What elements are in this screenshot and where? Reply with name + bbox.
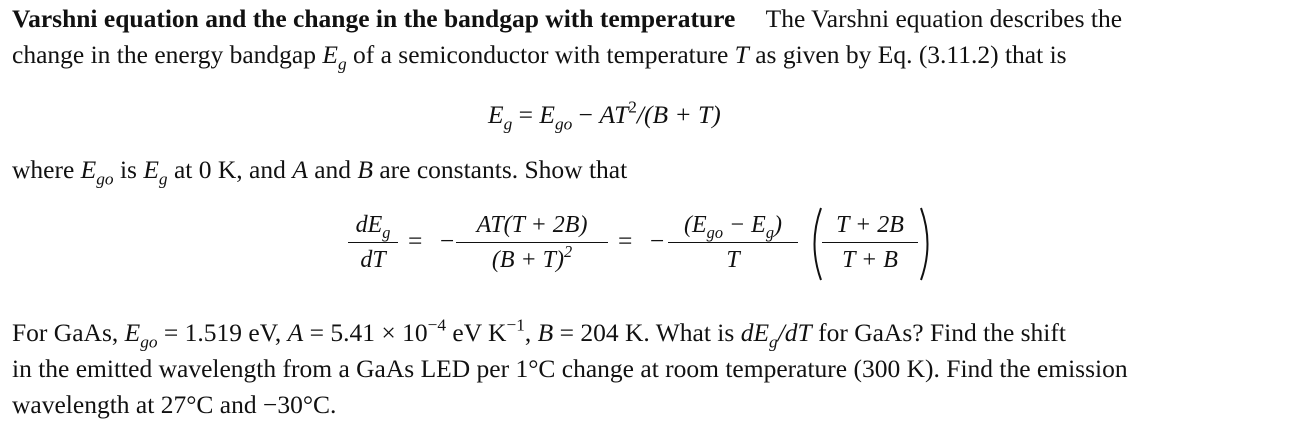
- frac2-den: [456, 243, 608, 274]
- frac3-sub2: g: [765, 223, 774, 243]
- symbol-E: E: [322, 40, 338, 69]
- q-E: E: [124, 318, 141, 347]
- fraction-T-2B: [822, 212, 918, 274]
- where-A: A: [292, 155, 308, 184]
- q-dE: dE: [740, 318, 770, 347]
- eq1-lhs-sub: g: [503, 114, 513, 134]
- q-l1a: For GaAs,: [12, 318, 125, 347]
- eq2-equals-2: =: [618, 226, 633, 255]
- frac4-num: T + 2B: [822, 212, 918, 243]
- intro-text-2b: of a semiconductor with temperature: [346, 40, 735, 69]
- eq1-power: 2: [628, 97, 637, 117]
- frac1-sub: g: [382, 223, 391, 243]
- where-E2: E: [143, 155, 159, 184]
- frac3-sub1: go: [706, 223, 723, 243]
- right-parenthesis: [918, 206, 936, 282]
- q-A: A: [287, 318, 304, 347]
- where-sub1: go: [96, 169, 114, 189]
- question-line-1: [12, 315, 1066, 352]
- q-l1d: eV K: [446, 318, 507, 347]
- eq1-rhs-E: E: [539, 100, 555, 129]
- where-sub2: g: [158, 169, 168, 189]
- q-l1c: = 5.41 × 10: [303, 318, 428, 347]
- frac1-dE: dE: [355, 212, 383, 238]
- where-t3: at 0 K, and: [167, 155, 293, 184]
- frac1-num: [348, 212, 398, 243]
- varshni-equation: [488, 97, 721, 134]
- question-line-2: in the emitted wavelength from a GaAs LED per 1°C change at room temperature (300 K). Find the emission: [12, 354, 1128, 383]
- question-line-3: wavelength at 27°C and −30°C.: [12, 390, 337, 419]
- eq1-AT: AT: [599, 100, 629, 129]
- eq1-lhs-E: E: [488, 100, 504, 129]
- eq1-rhs-sub: go: [554, 114, 573, 134]
- where-E1: E: [80, 155, 97, 184]
- frac2-den-pow: 2: [564, 241, 573, 261]
- eq2-minus-1: −: [440, 226, 455, 255]
- q-sub2: g: [769, 332, 778, 352]
- eq2-equals-1: =: [408, 226, 423, 255]
- q-exp2: −1: [506, 315, 525, 335]
- frac3-a: (E: [684, 212, 707, 238]
- fraction-Ego-Eg: [668, 212, 798, 274]
- eq1-equals: =: [512, 100, 540, 129]
- intro-text-2c: as given by Eq. (3.11.2) that is: [748, 40, 1067, 69]
- intro-text-2a: change in the energy bandgap: [12, 40, 323, 69]
- where-t1: where: [12, 155, 81, 184]
- intro-line-2: [12, 40, 1067, 74]
- where-B: B: [357, 155, 373, 184]
- frac3-den: T: [726, 247, 740, 273]
- eq2-minus-2: −: [650, 226, 665, 255]
- where-line: [12, 155, 628, 189]
- frac2-den-base: (B + T): [491, 247, 565, 273]
- intro-text-1: The Varshni equation describes the: [765, 4, 1123, 33]
- frac3-num: [668, 212, 798, 243]
- fraction-dEg-dT: [348, 212, 398, 274]
- frac3-c: ): [773, 212, 782, 238]
- q-l1e: ,: [524, 318, 538, 347]
- where-t5: are constants. Show that: [372, 155, 628, 184]
- q-l1f: = 204 K. What is: [553, 318, 741, 347]
- frac4-den: T + B: [842, 247, 898, 273]
- q-dT: /dT: [777, 318, 812, 347]
- q-B: B: [537, 318, 554, 347]
- problem-title: Varshni equation and the change in the bandgap with temperature: [12, 4, 736, 33]
- intro-line-1: [12, 4, 1122, 34]
- subscript-g: g: [337, 54, 347, 74]
- where-t2: is: [113, 155, 144, 184]
- q-l1b: = 1.519 eV,: [157, 318, 288, 347]
- q-sub: go: [140, 332, 158, 352]
- symbol-T: T: [734, 40, 749, 69]
- frac3-b: − E: [722, 212, 766, 238]
- eq1-rest: /(B + T): [636, 100, 721, 129]
- eq1-minus: −: [572, 100, 600, 129]
- q-l1g: for GaAs? Find the shift: [811, 318, 1066, 347]
- where-t4: and: [307, 155, 358, 184]
- frac2-num: AT(T + 2B): [456, 212, 608, 243]
- q-exp1: −4: [427, 315, 447, 335]
- frac1-den: dT: [360, 247, 386, 273]
- fraction-AT: [456, 212, 608, 274]
